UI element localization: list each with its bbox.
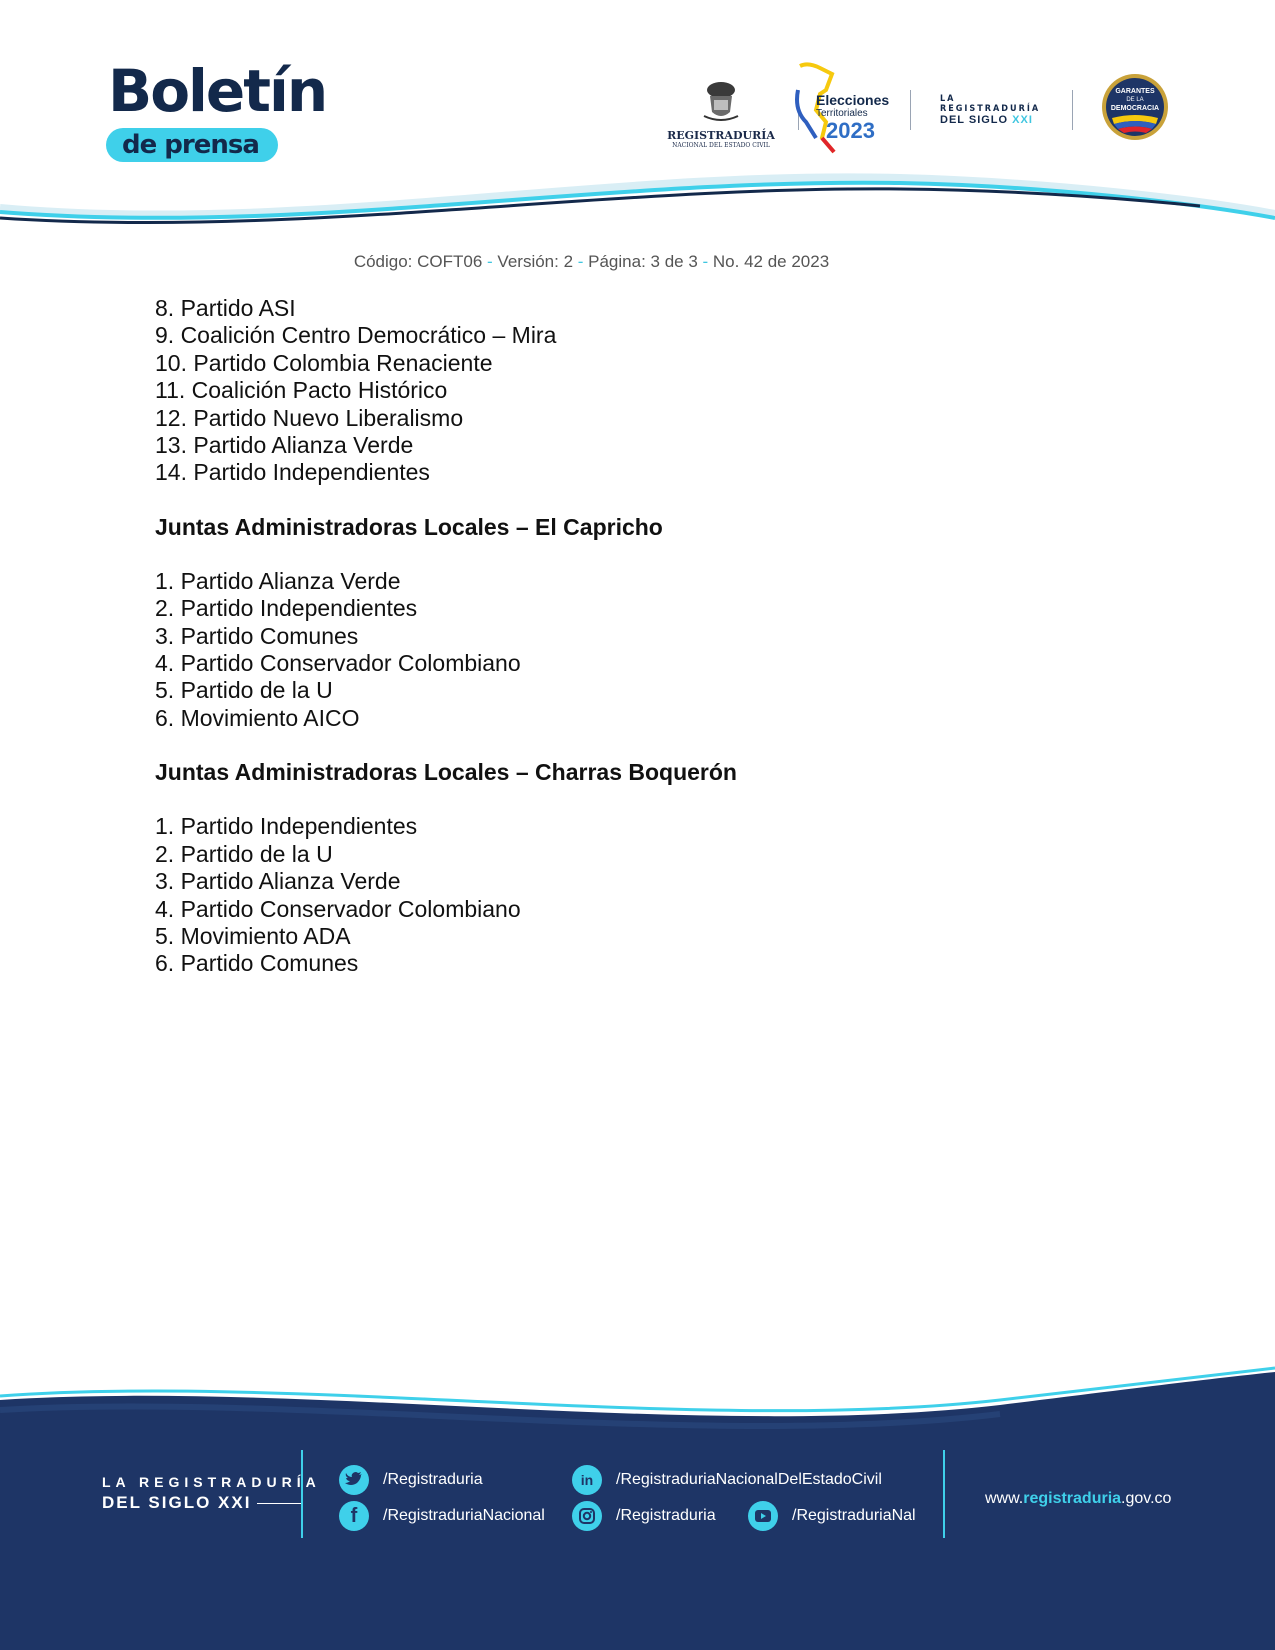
instagram-handle[interactable]: /Registraduria bbox=[616, 1507, 716, 1524]
page-footer bbox=[0, 1350, 1275, 1650]
document-version: Versión: 2 bbox=[497, 252, 574, 271]
registraduria-name: REGISTRADURÍA bbox=[667, 129, 775, 142]
logo-divider bbox=[1072, 90, 1073, 130]
elecciones-subtitle: Territoriales bbox=[816, 108, 868, 119]
institution-logos bbox=[660, 60, 1240, 160]
youtube-link[interactable] bbox=[748, 1501, 916, 1531]
page-header bbox=[0, 0, 1275, 240]
boletin-logo bbox=[108, 57, 327, 160]
document-code: Código: COFT06 bbox=[353, 252, 483, 271]
list-item: 6. Partido Comunes bbox=[155, 950, 359, 977]
bulletin-number: No. 42 de 2023 bbox=[712, 252, 830, 271]
coat-of-arms-icon bbox=[698, 78, 744, 124]
registraduria-sub: NACIONAL DEL ESTADO CIVIL bbox=[672, 142, 770, 149]
garantes-line2: DE LA bbox=[1126, 97, 1144, 103]
charras-boqueron-party-list bbox=[155, 813, 1055, 977]
list-item: 4. Partido Conservador Colombiano bbox=[155, 650, 521, 677]
registraduria-siglo-xxi-logo bbox=[940, 94, 1060, 126]
elecciones-2023-logo bbox=[786, 60, 916, 160]
list-item: 1. Partido Alianza Verde bbox=[155, 567, 401, 594]
list-item: 6. Movimiento AICO bbox=[155, 704, 360, 731]
list-item: 3. Partido Comunes bbox=[155, 622, 359, 649]
list-item: 2. Partido Independientes bbox=[155, 595, 418, 622]
list-item: 5. Movimiento ADA bbox=[155, 922, 351, 949]
list-item: 8. Partido ASI bbox=[155, 295, 296, 321]
facebook-icon: f bbox=[339, 1501, 369, 1531]
twitter-link[interactable] bbox=[339, 1465, 483, 1495]
footer-siglo-line1: LA REGISTRADURÍA bbox=[102, 1474, 321, 1490]
continued-party-list bbox=[155, 295, 1055, 487]
footer-siglo-xxi-logo bbox=[102, 1474, 321, 1513]
facebook-handle[interactable]: /RegistraduriaNacional bbox=[383, 1507, 545, 1524]
list-item: 10. Partido Colombia Renaciente bbox=[155, 349, 493, 376]
website-link[interactable]: www.registraduria.gov.co bbox=[985, 1490, 1172, 1507]
elecciones-title: Elecciones bbox=[816, 92, 890, 108]
document-code-line: Código: COFT06 - Versión: 2 - Página: 3 de 3 - No. 42 de 2023 bbox=[353, 252, 830, 271]
youtube-icon bbox=[748, 1501, 778, 1531]
section-title-el-capricho: Juntas Administradoras Locales – El Capricho bbox=[155, 513, 663, 540]
el-capricho-party-list bbox=[155, 568, 1055, 732]
twitter-icon bbox=[339, 1465, 369, 1495]
linkedin-handle[interactable]: /RegistraduriaNacionalDelEstadoCivil bbox=[616, 1471, 882, 1488]
list-item: 11. Coalición Pacto Histórico bbox=[155, 377, 448, 404]
list-item: 13. Partido Alianza Verde bbox=[155, 432, 414, 459]
garantes-democracia-logo bbox=[1100, 72, 1170, 142]
siglo-line1: LA REGISTRADURÍA bbox=[940, 94, 1041, 114]
brand-title: Boletín bbox=[108, 57, 327, 125]
footer-siglo-line2: DEL SIGLO XXI bbox=[102, 1493, 252, 1512]
list-item: 5. Partido de la U bbox=[155, 677, 333, 704]
list-item: 9. Coalición Centro Democrático – Mira bbox=[155, 322, 557, 349]
list-item: 3. Partido Alianza Verde bbox=[155, 868, 401, 895]
brand-subtitle: de prensa bbox=[106, 128, 278, 162]
elecciones-year: 2023 bbox=[826, 118, 875, 143]
facebook-link[interactable] bbox=[339, 1501, 545, 1531]
youtube-handle[interactable]: /RegistraduriaNal bbox=[792, 1507, 916, 1524]
siglo-line2: DEL SIGLO XXI bbox=[940, 114, 1033, 126]
linkedin-link[interactable] bbox=[572, 1465, 882, 1495]
registraduria-logo bbox=[666, 78, 776, 149]
linkedin-icon: in bbox=[572, 1465, 602, 1495]
instagram-link[interactable] bbox=[572, 1501, 716, 1531]
list-item: 2. Partido de la U bbox=[155, 840, 333, 867]
list-item: 1. Partido Independientes bbox=[155, 813, 418, 840]
garantes-line1: GARANTES bbox=[1115, 88, 1155, 95]
list-item: 14. Partido Independientes bbox=[155, 459, 430, 486]
garantes-line3: DEMOCRACIA bbox=[1110, 105, 1160, 112]
bulletin-body bbox=[155, 295, 1055, 978]
list-item: 12. Partido Nuevo Liberalismo bbox=[155, 404, 464, 431]
list-item: 4. Partido Conservador Colombiano bbox=[155, 895, 521, 922]
twitter-handle[interactable]: /Registraduria bbox=[383, 1471, 483, 1488]
instagram-icon bbox=[572, 1501, 602, 1531]
document-page: Página: 3 de 3 bbox=[588, 252, 698, 271]
logo-divider bbox=[910, 90, 911, 130]
section-title-charras-boqueron: Juntas Administradoras Locales – Charras Boquerón bbox=[155, 759, 737, 786]
